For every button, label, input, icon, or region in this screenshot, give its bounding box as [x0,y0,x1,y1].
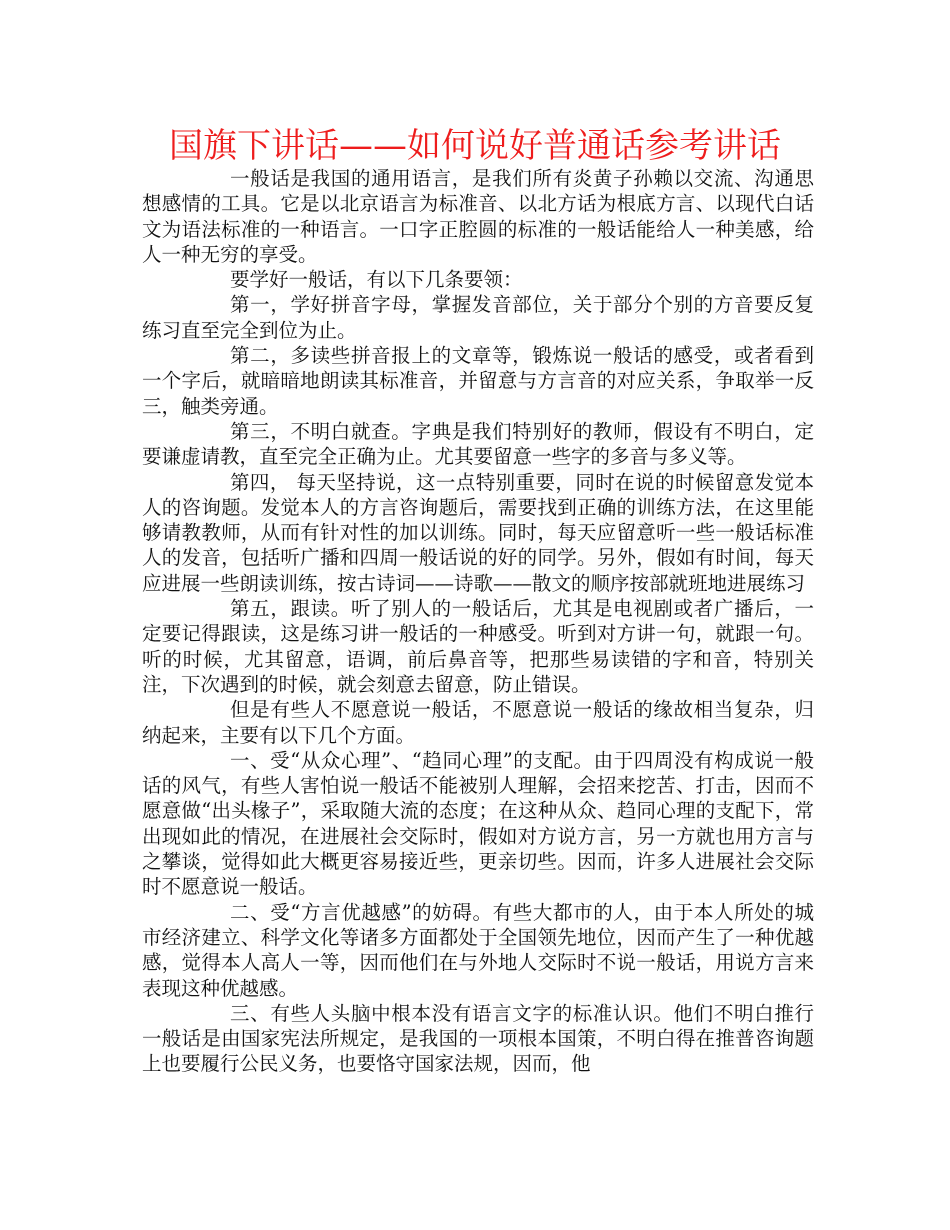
paragraph-second-point: 第二，多读些拼音报上的文章等，锻炼说一般话的感受，或者看到一个字后，就暗暗地朗读其标准音，并留意与方言音的对应关系，争取举一反三，触类旁通。 [142,344,814,418]
paragraph-reason-two: 二、受“方言优越感”的妨碍。有些大都市的人，由于本人所处的城市经济建立、科学文化等诸多方面都处于全国领先地位，因而产生了一种优越感，觉得本人高人一等，因而他们在与外地人交际时不说一般话，用说方言来表现这种优越感。 [142,900,814,1000]
document-title: 国旗下讲话——如何说好普通话参考讲话 [169,126,781,166]
paragraph-third-point: 第三，不明白就查。字典是我们特别好的教师，假设有不明白，定要谦虚请教，直至完全正确为止。尤其要留意一些字的多音与多义等。 [142,419,814,469]
paragraph-reasons-lead: 但是有些人不愿意说一般话，不愿意说一般话的缘故相当复杂，归纳起来，主要有以下几个方面。 [142,698,814,747]
paragraph-reason-one: 一、受“从众心理”、“趋同心理”的支配。由于四周没有构成说一般话的风气，有些人害怕说一般话不能被别人理解，会招来挖苦、打击，因而不愿意做“出头椽子”，采取随大流的态度；在这种从众、趋同心理的支配下，常出现如此的情况，在进展社会交际时，假如对方说方言，另一方就也用方言与之攀谈，觉得如此大概更容易接近些，更亲切些。因而，许多人进展社会交际时不愿意说一般话。 [142,748,814,899]
paragraph-fourth-point: 第四， 每天坚持说，这一点特别重要，同时在说的时候留意发觉本人的咨询题。发觉本人的方言咨询题后，需要找到正确的训练方法，在这里能够请教教师，从而有针对性的加以训练。同时，每天应留意听一些一般话标准人的发音，包括听广播和四周一般话说的好的同学。另外，假如有时间，每天应进展一些朗读训练，按古诗词——诗歌——散文的顺序按部就班地进展练习 [142,470,814,595]
paragraph-first-point: 第一，学好拼音字母，掌握发音部位，关于部分个别的方音要反复练习直至完全到位为止。 [142,293,814,342]
paragraph-essentials-lead: 要学好一般话，有以下几条要领： [230,268,523,292]
paragraph-intro: 一般话是我国的通用语言，是我们所有炎黄子孙赖以交流、沟通思想感情的工具。它是以北京语言为标准音、以北方话为根底方言、以现代白话文为语法标准的一种语言。一口字正腔圆的标准的一般话能给人一种美感，给人一种无穷的享受。 [142,167,814,266]
document-body [142,166,814,1077]
paragraph-reason-three: 三、有些人头脑中根本没有语言文字的标准认识。他们不明白推行一般话是由国家宪法所规定，是我国的一项根本国策，不明白得在推普咨询题上也要履行公民义务，也要恪守国家法规，因而，他 [142,1001,814,1076]
paragraph-fifth-point: 第五，跟读。听了别人的一般话后，尤其是电视剧或者广播后，一定要记得跟读，这是练习讲一般话的一种感受。听到对方讲一句，就跟一句。听的时候，尤其留意，语调，前后鼻音等，把那些易读错的字和音，特别关注，下次遇到的时候，就会刻意去留意，防止错误。 [142,597,814,696]
